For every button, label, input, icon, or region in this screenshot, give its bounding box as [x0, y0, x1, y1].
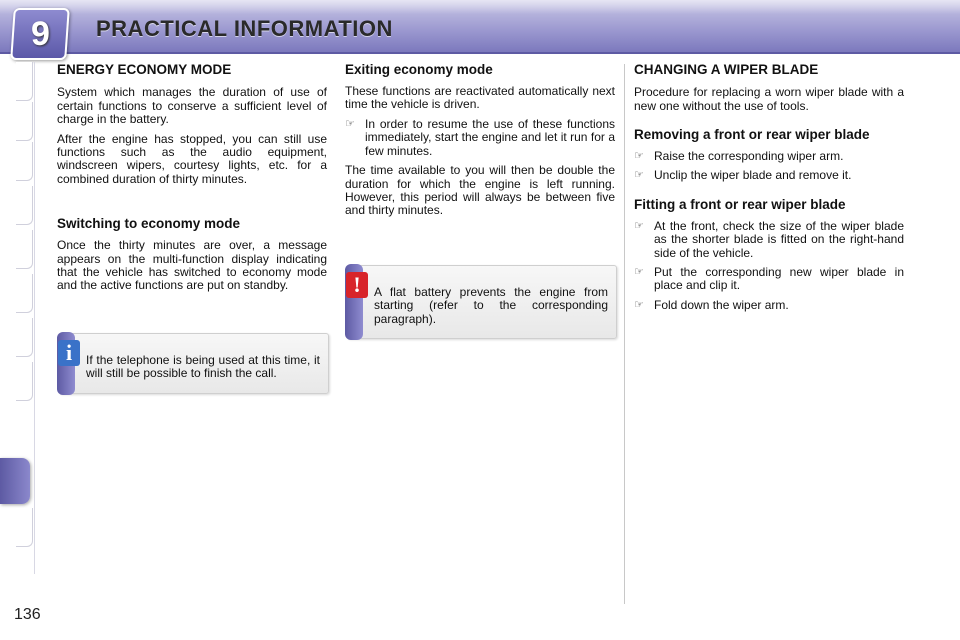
- side-tab-5[interactable]: [16, 230, 33, 269]
- pointing-hand-icon: ☞: [634, 219, 644, 232]
- pointing-hand-icon: ☞: [634, 298, 644, 311]
- pointing-hand-icon: ☞: [345, 117, 355, 130]
- paragraph: System which manages the duration of use of certain functions to conserve a sufficient level of charge in the battery.: [57, 85, 327, 127]
- page-title: PRACTICAL INFORMATION: [96, 16, 393, 41]
- subheading-switching-economy: Switching to economy mode: [57, 216, 241, 232]
- list-item: [634, 220, 904, 260]
- info-notice: [59, 333, 329, 394]
- side-tab-1[interactable]: [16, 62, 33, 101]
- list-item-text: Raise the corresponding wiper arm.: [654, 148, 844, 163]
- side-tab-4[interactable]: [16, 186, 33, 225]
- side-tab-9-active[interactable]: [0, 458, 30, 504]
- warning-icon: !: [346, 272, 368, 298]
- list-item-text: At the front, check the size of the wiper blade as the shorter blade is fitted on the right-hand side of the vehicle.: [654, 218, 904, 260]
- list-item: [345, 118, 615, 158]
- side-tab-3[interactable]: [16, 142, 33, 181]
- subheading-fitting-wiper: Fitting a front or rear wiper blade: [634, 196, 846, 212]
- paragraph: Once the thirty minutes are over, a message appears on the multi-function display indicating that the vehicle has switched to economy mode and the active functions are put on standby.: [57, 238, 327, 293]
- column-wiper-blade: [634, 62, 904, 318]
- paragraph: These functions are reactivated automatically next time the vehicle is driven.: [345, 83, 615, 112]
- header-shine: [0, 0, 960, 14]
- list-item: [634, 266, 904, 293]
- chapter-badge: [10, 8, 70, 60]
- list-item-text: Put the corresponding new wiper blade in place and clip it.: [654, 265, 904, 293]
- side-tab-8[interactable]: [16, 362, 33, 401]
- warning-notice: [347, 265, 617, 339]
- side-tab-10[interactable]: [16, 508, 33, 547]
- side-tab-6[interactable]: [16, 274, 33, 313]
- list-item: [634, 299, 904, 312]
- info-icon: i: [58, 340, 80, 366]
- chapter-side-tabs: [0, 62, 35, 574]
- paragraph: The time available to you will then be double the duration for which the engine is left running. However, this period will always be between five and thirty minutes.: [345, 163, 615, 218]
- page-number: 136: [14, 606, 41, 623]
- column-divider: [624, 64, 625, 604]
- subheading-removing-wiper: Removing a front or rear wiper blade: [634, 127, 870, 143]
- pointing-hand-icon: ☞: [634, 266, 644, 278]
- list-item: [634, 169, 904, 182]
- info-note-text: If the telephone is being used at this time, it will still be possible to finish the call.: [86, 353, 320, 381]
- list-item-text: In order to resume the use of these functions immediately, start the engine and let it run for a few minutes.: [365, 116, 615, 158]
- chapter-number: 9: [30, 15, 50, 53]
- subheading-exiting-economy: Exiting economy mode: [345, 62, 493, 77]
- paragraph: Procedure for replacing a worn wiper blade with a new one without the use of tools.: [634, 85, 904, 113]
- paragraph: After the engine has stopped, you can still use functions such as the audio equipment, windscreen wipers, courtesy lights, etc. for a combined duration of thirty minutes.: [57, 131, 327, 186]
- column-exiting-economy: [345, 62, 615, 224]
- side-tab-2[interactable]: [16, 102, 33, 141]
- list-item-text: Unclip the wiper blade and remove it.: [654, 168, 852, 183]
- column-energy-economy: [57, 62, 327, 299]
- warning-note-text: A flat battery prevents the engine from starting (refer to the corresponding paragraph).: [374, 285, 608, 326]
- heading-energy-economy-mode: ENERGY ECONOMY MODE: [57, 62, 232, 77]
- pointing-hand-icon: ☞: [634, 149, 644, 162]
- side-tab-7[interactable]: [16, 318, 33, 357]
- pointing-hand-icon: ☞: [634, 169, 644, 182]
- list-item: [634, 150, 904, 163]
- list-item-text: Fold down the wiper arm.: [654, 297, 789, 312]
- heading-changing-wiper-blade: CHANGING A WIPER BLADE: [634, 62, 819, 77]
